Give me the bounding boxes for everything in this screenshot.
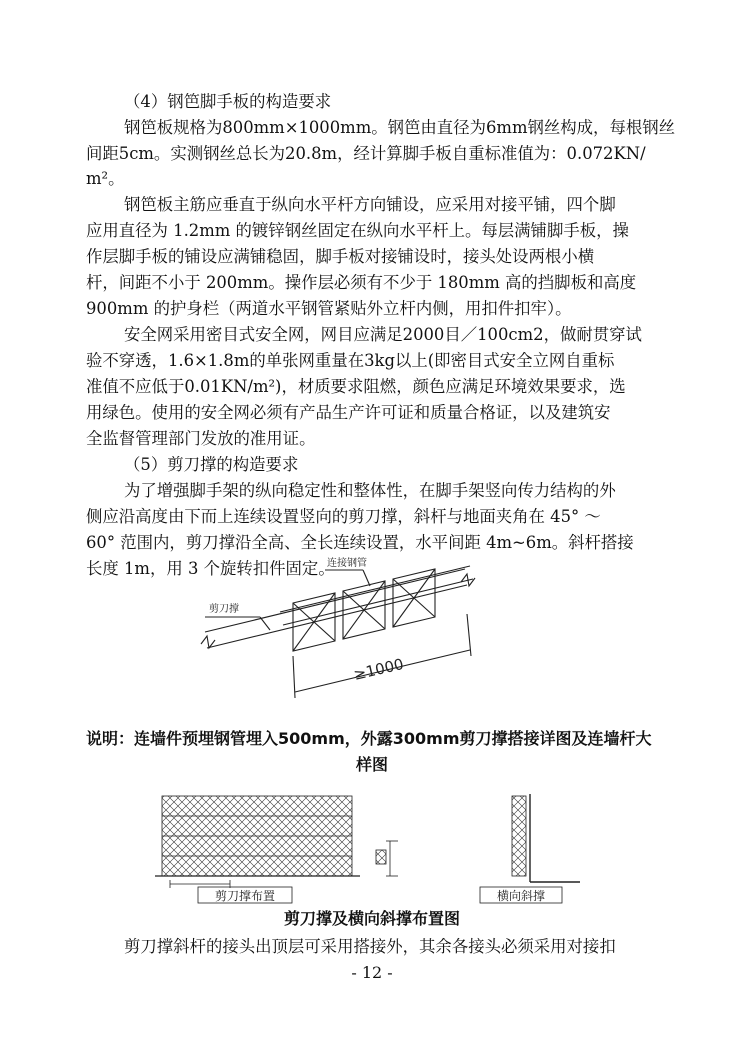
paragraph-line: 钢笆板主筋应垂直于纵向水平杆方向铺设，应采用对接平铺，四个脚 bbox=[124, 195, 616, 214]
paragraph-line: 长度 1m，用 3 个旋转扣件固定。 bbox=[86, 559, 335, 578]
paragraph-line: 侧应沿高度由下而上连续设置竖向的剪刀撑，斜杆与地面夹角在 45° ～ bbox=[86, 507, 601, 526]
paragraph-line: 用绿色。使用的安全网必须有产品生产许可证和质量合格证，以及建筑安 bbox=[86, 403, 611, 422]
dimension-label: ≥1000 bbox=[351, 654, 406, 684]
paragraph-line: m²。 bbox=[86, 169, 125, 188]
paragraph-line: 安全网采用密目式安全网，网目应满足2000目／100cm2，做耐贯穿试 bbox=[124, 325, 642, 344]
paragraph-line: 60° 范围内，剪刀撑沿全高、全长连续设置，水平间距 4m~6m。斜杆搭接 bbox=[86, 533, 634, 552]
paragraph-line: 杆，间距不小于 200mm。操作层必须有不少于 180mm 高的挡脚板和高度 bbox=[86, 273, 637, 292]
paragraph-line: 钢笆板规格为800mm×1000mm。钢笆由直径为6mm钢丝构成，每根钢丝 bbox=[124, 118, 676, 137]
paragraph-line: 剪刀撑斜杆的接头出顶层可采用搭接外，其余各接头必须采用对接扣 bbox=[124, 937, 616, 956]
paragraph-line: 全监督管理部门发放的准用证。 bbox=[86, 429, 316, 448]
section4-heading: （4）钢笆脚手板的构造要求 bbox=[124, 92, 332, 111]
bracing-layout-diagram bbox=[150, 786, 590, 908]
paragraph-line: 间距5cm。实测钢丝总长为20.8m，经计算脚手板自重标准值为：0.072KN/ bbox=[86, 144, 646, 163]
paragraph-line: 验不穿透，1.6×1.8m的单张网重量在3kg以上(即密目式安全立网自重标 bbox=[86, 351, 615, 370]
paragraph-line: 900mm 的护身栏（两道水平钢管紧贴外立杆内侧，用扣件扣牢）。 bbox=[86, 299, 572, 318]
paragraph-line: 准值不应低于0.01KN/m²)，材质要求阻燃，颜色应满足环境效果要求，选 bbox=[86, 377, 626, 396]
label-scissor-brace: 剪刀撑 bbox=[209, 604, 239, 615]
label-scissor-layout: 剪刀撑布置 bbox=[214, 889, 276, 903]
note-line-1: 说明：连墙件预埋钢管埋入500mm，外露300mm剪刀撑搭接详图及连墙杆大 bbox=[86, 729, 652, 748]
label-transverse-brace: 横向斜撑 bbox=[496, 889, 546, 903]
section5-heading: （5）剪刀撑的构造要求 bbox=[124, 455, 299, 474]
note-line-2: 样图 bbox=[355, 755, 388, 774]
paragraph-line: 作层脚手板的铺设应满铺稳固，脚手板对接铺设时，接头处设两根小横 bbox=[86, 247, 595, 266]
lap-joint-diagram bbox=[195, 552, 495, 712]
paragraph-line: 应用直径为 1.2mm 的镀锌钢丝固定在纵向水平杆上。每层满铺脚手板，操 bbox=[86, 221, 629, 240]
figure-caption: 剪刀撑及横向斜撑布置图 bbox=[283, 909, 460, 928]
paragraph-line: 为了增强脚手架的纵向稳定性和整体性，在脚手架竖向传力结构的外 bbox=[124, 481, 616, 500]
page-number: - 12 - bbox=[351, 963, 393, 982]
label-connecting-pipe: 连接钢管 bbox=[327, 558, 367, 569]
